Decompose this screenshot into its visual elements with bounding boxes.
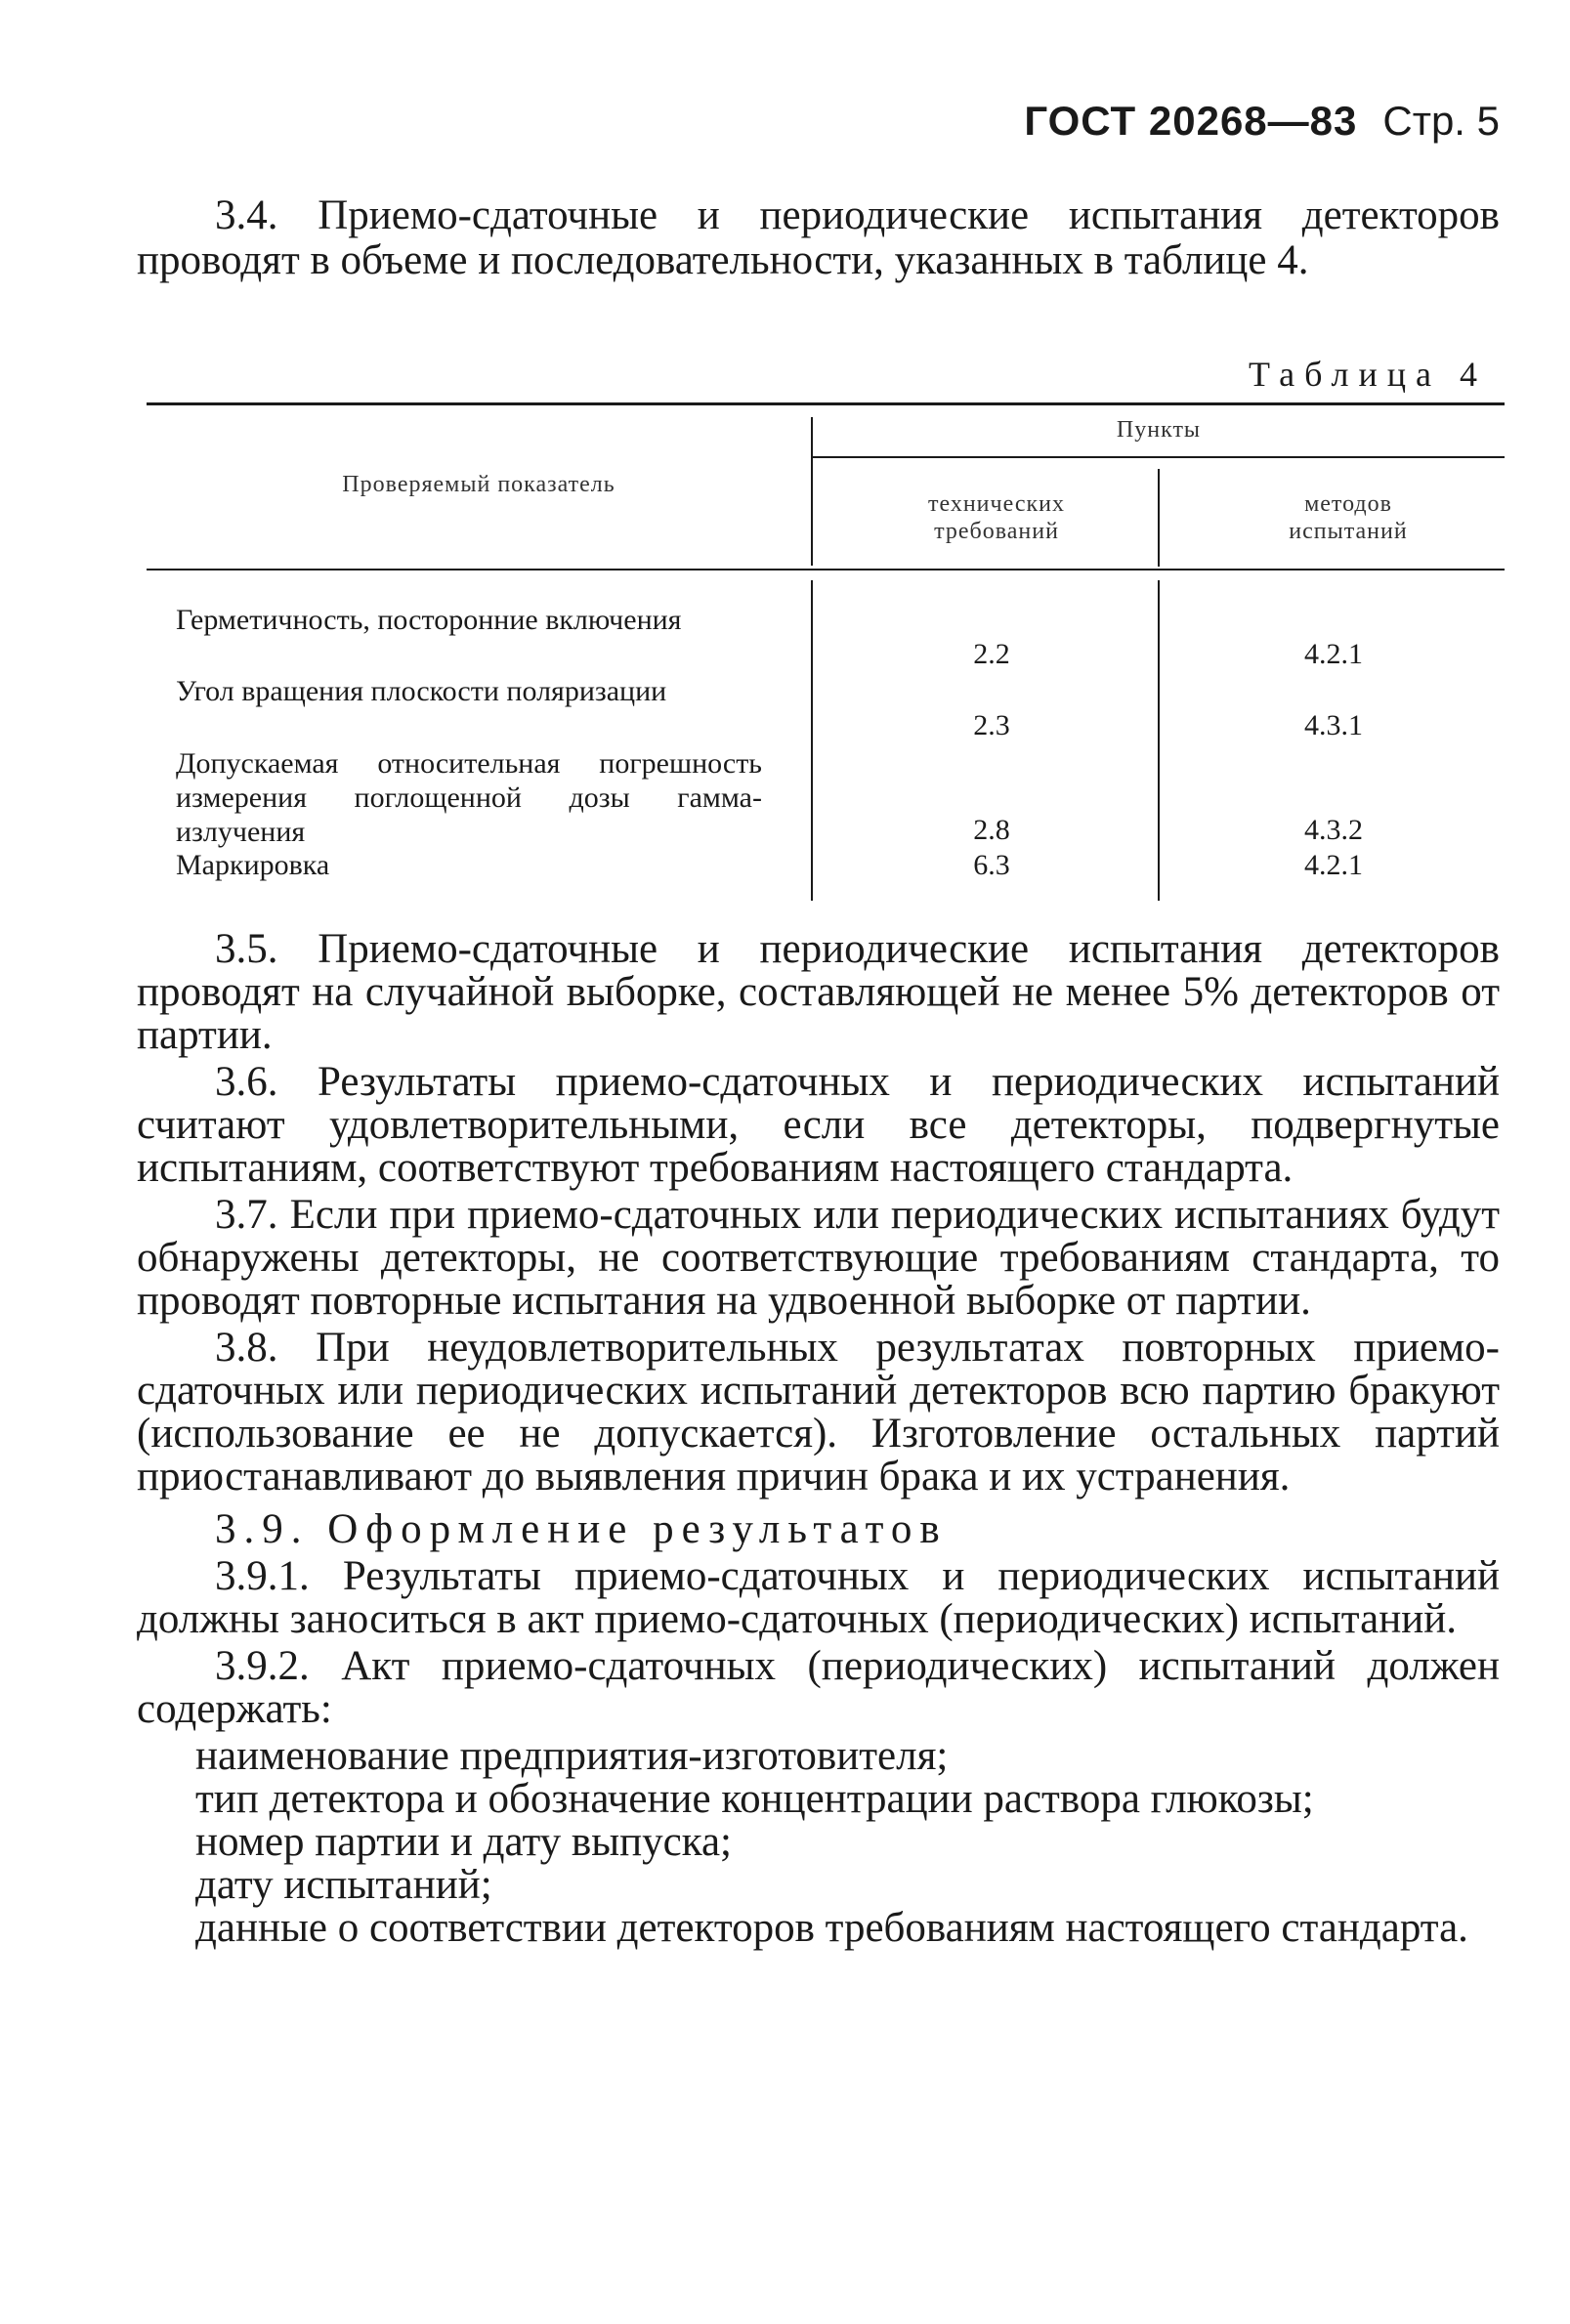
- row-label-2: Угол вращения плоскости поляризации: [176, 675, 667, 707]
- header-indicator: Проверяемый показатель: [342, 472, 615, 497]
- row-method-2: 4.3.1: [1304, 709, 1363, 741]
- paragraph-3-4-text: 3.4. Приемо-сдаточные и периодические испытания детекторов проводят в объеме и последовательности, указанных в таблице 4.: [137, 192, 1500, 283]
- page-header: [1024, 98, 1500, 146]
- gost-number: ГОСТ 20268—83: [1024, 98, 1358, 144]
- row-label-3: Допускаемая относительная погрешность измерения поглощенной дозы гамма-излучения: [176, 747, 762, 848]
- header-points: Пункты: [1116, 417, 1202, 443]
- row-method-1: 4.2.1: [1304, 638, 1363, 670]
- paragraph-3-9-2: 3.9.2. Акт приемо-сдаточных (периодических) испытаний должен содержать:: [137, 1643, 1500, 1732]
- row-label-4: Маркировка: [176, 849, 330, 881]
- header-test-methods: методов испытаний: [1289, 491, 1408, 544]
- main-text: [137, 928, 1500, 1950]
- paragraph-3-6: 3.6. Результаты приемо-сдаточных и периодических испытаний считают удовлетворительными, если все детекторы, подвергнутые испытаниям, соответствуют требованиям настоящего стандарта.: [137, 1059, 1500, 1191]
- paragraph-3-4: [137, 193, 1500, 287]
- list-item-5: данные о соответствии детекторов требованиям настоящего стандарта.: [195, 1905, 1468, 1951]
- row-method-3: 4.3.2: [1304, 814, 1363, 846]
- row-tech-1: 2.2: [973, 638, 1010, 670]
- row-method-4: 4.2.1: [1304, 849, 1363, 881]
- table-vline-2-header: [1158, 469, 1160, 567]
- header-tech-requirements: технических требований: [928, 491, 1065, 544]
- row-tech-2: 2.3: [973, 709, 1010, 741]
- list-item-3: номер партии и дату выпуска;: [195, 1819, 732, 1865]
- table-caption: Таблица 4: [1249, 355, 1487, 394]
- paragraph-3-5: 3.5. Приемо-сдаточные и периодические испытания детекторов проводят на случайной выборке, составляющей не менее 5% детекторов от партии.: [137, 926, 1500, 1058]
- list-item-1: наименование предприятия-изготовителя;: [195, 1733, 949, 1779]
- paragraph-3-9-1: 3.9.1. Результаты приемо-сдаточных и периодических испытаний должны заноситься в акт приемо-сдаточных (периодических) испытаний.: [137, 1553, 1500, 1642]
- list-item-2: тип детектора и обозначение концентрации раствора глюкозы;: [195, 1776, 1314, 1822]
- section-title-3-9: 3.9. Оформление результатов: [215, 1506, 948, 1552]
- table-top-rule: [147, 402, 1505, 405]
- page-number: Стр. 5: [1382, 98, 1500, 144]
- table-vline-2-body: [1158, 580, 1160, 901]
- table-header-rule: [147, 569, 1505, 570]
- row-tech-3: 2.8: [973, 814, 1010, 846]
- paragraph-3-7: 3.7. Если при приемо-сдаточных или периодических испытаниях будут обнаружены детекторы, не соответствующие требованиям стандарта, то проводят повторные испытания на удвоенной выборке от партии.: [137, 1192, 1500, 1324]
- paragraph-3-8: 3.8. При неудовлетворительных результатах повторных приемо-сдаточных или периодических испытаний детекторов всю партию бракуют (использование ее не допускается). Изготовление остальных партий приостанавливают до выявления причин брака и их устранения.: [137, 1325, 1500, 1500]
- list-item-4: дату испытаний;: [195, 1862, 492, 1908]
- row-label-1: Герметичность, посторонние включения: [176, 604, 682, 636]
- table-vline-1-body: [811, 580, 813, 901]
- table-group-rule: [813, 456, 1505, 458]
- table-4: [147, 402, 1505, 901]
- row-tech-4: 6.3: [973, 849, 1010, 881]
